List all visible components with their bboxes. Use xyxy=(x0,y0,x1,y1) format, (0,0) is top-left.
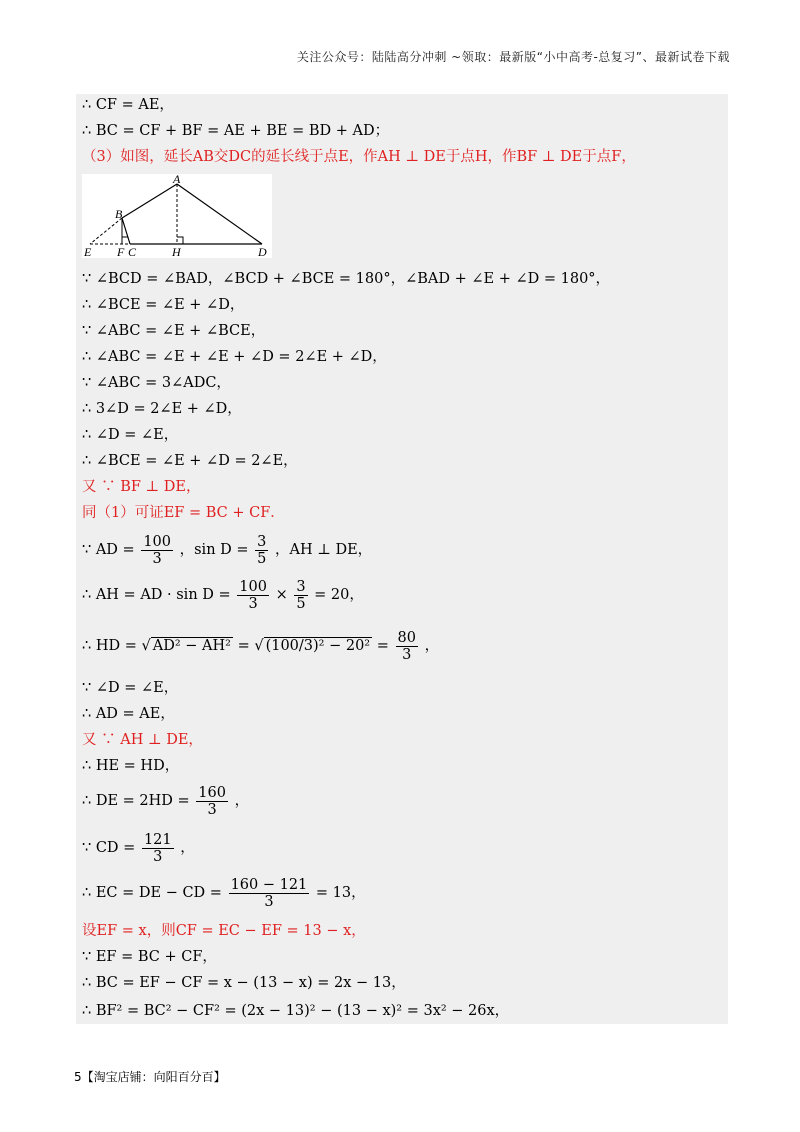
line-23 xyxy=(82,874,366,912)
frac-de-den: 3 xyxy=(207,801,217,818)
frac-de xyxy=(196,785,228,818)
line-25: ∵ EF = BC + CF， xyxy=(82,949,217,965)
line-2: ∴ BC = CF + BF = AE + BE = BD + AD； xyxy=(82,123,390,139)
line-22 xyxy=(82,829,195,867)
sqrt-1: √ AD² − AH² xyxy=(141,638,231,654)
frac-hd-den: 3 xyxy=(402,646,412,663)
label-A: A xyxy=(173,174,181,186)
frac-sin xyxy=(255,534,268,567)
line-20: ∴ HE = HD， xyxy=(82,758,180,774)
page-header: 关注公众号：陆陆高分冲刺 ~领取：最新版“小中高考-总复习”、最新试卷下载 xyxy=(296,50,730,64)
line-15 xyxy=(82,576,364,614)
line-16 xyxy=(82,626,439,666)
frac-ah1-num: 100 xyxy=(239,578,267,595)
line-8: ∵ ∠ABC = 3∠ADC， xyxy=(82,375,231,391)
l22-a: ∵ CD = xyxy=(82,840,136,856)
frac-hd-num: 80 xyxy=(397,629,416,646)
line-13: 同（1）可证EF = BC + CF． xyxy=(82,505,285,521)
l21-d: ， xyxy=(234,793,250,809)
frac-ah1 xyxy=(237,579,269,612)
frac-ec-den: 3 xyxy=(264,893,274,910)
line-27: ∴ BF² = BC² − CF² = (2x − 13)² − (13 − x)² = 3x² − 26x， xyxy=(82,1003,510,1019)
frac-ad-den: 3 xyxy=(152,550,162,567)
frac-sin-num: 3 xyxy=(257,533,267,550)
line-7: ∴ ∠ABC = ∠E + ∠E + ∠D = 2∠E + ∠D， xyxy=(82,349,387,365)
line-6: ∵ ∠ABC = ∠E + ∠BCE， xyxy=(82,323,266,339)
line-9: ∴ 3∠D = 2∠E + ∠D， xyxy=(82,401,242,417)
l14-d: ，sin D = xyxy=(179,542,249,558)
frac-ad-num: 100 xyxy=(143,533,171,550)
frac-sin-den: 5 xyxy=(257,550,267,567)
sqrt-2-body: (100/3)² − 20² xyxy=(265,638,371,654)
page-footer: 5【淘宝店铺：向阳百分百】 xyxy=(74,1070,226,1084)
frac-de-num: 160 xyxy=(198,784,226,801)
line-1: ∴ CF = AE， xyxy=(82,97,174,113)
line-19: 又 ∵ AH ⊥ DE， xyxy=(82,732,203,748)
frac-ah2-num: 3 xyxy=(296,578,306,595)
label-C: C xyxy=(128,245,137,258)
frac-cd-den: 3 xyxy=(153,848,163,865)
label-E: E xyxy=(84,245,92,258)
line-5: ∴ ∠BCE = ∠E + ∠D， xyxy=(82,297,245,313)
line-11: ∴ ∠BCE = ∠E + ∠D = 2∠E， xyxy=(82,453,298,469)
frac-ah2 xyxy=(294,579,307,612)
frac-ad xyxy=(141,534,173,567)
l16-a: ∴ HD = xyxy=(82,638,137,654)
l21-a: ∴ DE = 2HD = xyxy=(82,793,190,809)
label-D: D xyxy=(258,245,267,258)
line-18: ∴ AD = AE， xyxy=(82,706,175,722)
line-10: ∴ ∠D = ∠E， xyxy=(82,427,179,443)
frac-ec-num: 160 − 121 xyxy=(230,876,308,893)
line-17: ∵ ∠D = ∠E， xyxy=(82,680,179,696)
l16-h: ， xyxy=(424,638,440,654)
l23-d: = 13， xyxy=(315,885,366,901)
sqrt-1-body: AD² − AH² xyxy=(152,638,231,654)
l14-g: ，AH ⊥ DE， xyxy=(274,542,373,558)
frac-ah1-den: 3 xyxy=(248,595,258,612)
line-4: ∵ ∠BCD = ∠BAD，∠BCD + ∠BCE = 180°，∠BAD + ∠E + ∠D = 180°， xyxy=(82,271,611,287)
l16-e: = xyxy=(376,638,389,654)
line-26: ∴ BC = EF − CF = x − (13 − x) = 2x − 13， xyxy=(82,975,406,991)
l15-g: = 20， xyxy=(314,587,364,603)
geometry-figure xyxy=(82,174,272,258)
label-H: H xyxy=(172,245,181,258)
frac-ec xyxy=(229,877,310,910)
frac-cd-num: 121 xyxy=(143,831,172,848)
frac-hd xyxy=(396,630,418,663)
l15-a: ∴ AH = AD · sin D = xyxy=(82,587,231,603)
label-F: F xyxy=(117,245,125,258)
sqrt-2: √ (100/3)² − 20² xyxy=(254,638,371,654)
line-24: 设EF = x，则CF = EC − EF = 13 − x， xyxy=(82,923,366,939)
line-14 xyxy=(82,531,372,569)
l22-d: ， xyxy=(180,840,195,856)
line-12: 又 ∵ BF ⊥ DE， xyxy=(82,479,201,495)
label-B: B xyxy=(115,207,123,221)
line-3: （3）如图，延长AB交DC的延长线于点E，作AH ⊥ DE于点H，作BF ⊥ DE于点F， xyxy=(82,149,636,165)
l16-c: = xyxy=(237,638,250,654)
l14-a: ∵ AD = xyxy=(82,542,135,558)
frac-cd xyxy=(142,832,174,865)
line-21 xyxy=(82,782,249,820)
l15-d: × xyxy=(275,587,288,603)
frac-ah2-den: 5 xyxy=(296,595,306,612)
l23-a: ∴ EC = DE − CD = xyxy=(82,885,222,901)
